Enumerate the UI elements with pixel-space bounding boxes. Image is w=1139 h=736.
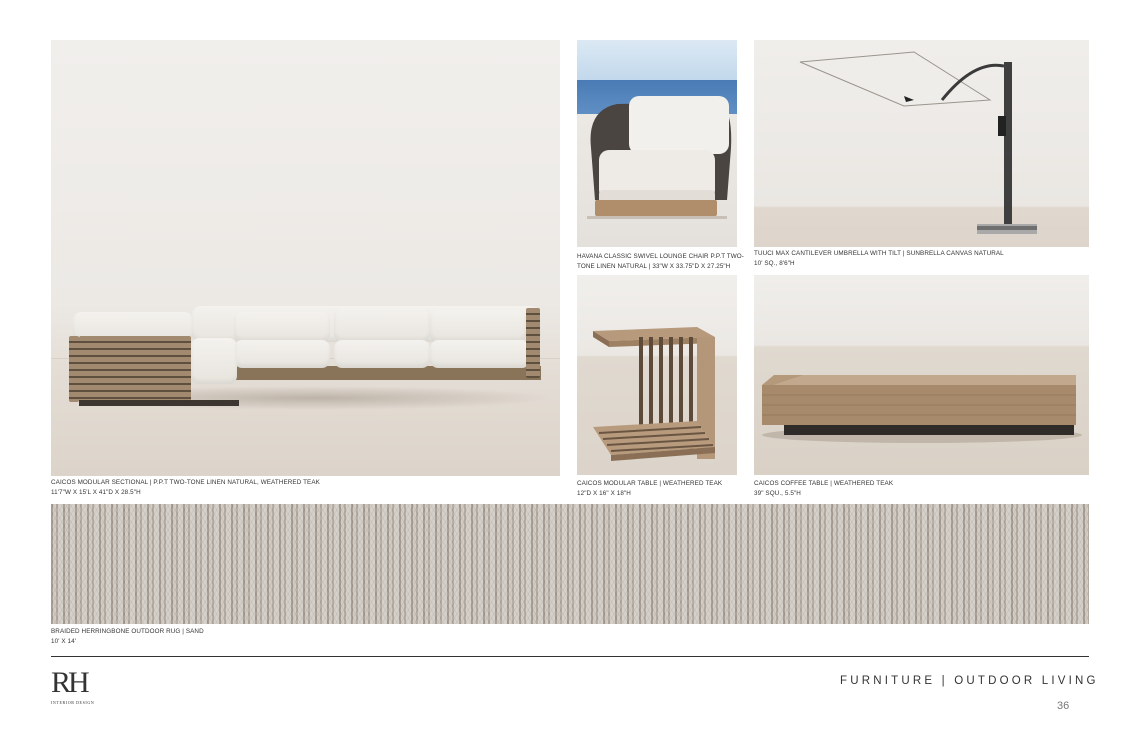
product-dimensions: 11'7"W X 15'L X 41"D X 28.5"H: [51, 488, 141, 496]
coffee-table-photo: [754, 275, 1089, 475]
product-dimensions: 39" SQU., 5.5"H: [754, 489, 801, 497]
rug-swatch-photo: [51, 504, 1089, 624]
product-title: BRAIDED HERRINGBONE OUTDOOR RUG | SAND: [51, 628, 204, 635]
product-dimensions: 12"D X 16" X 18"H: [577, 489, 631, 497]
product-title: HAVANA CLASSIC SWIVEL LOUNGE CHAIR P.P.T TWO-: [577, 253, 744, 260]
rug-caption: [51, 627, 204, 646]
product-dimensions: 10' SQ., 8'6"H: [754, 259, 795, 267]
sectional-photo: [51, 40, 560, 476]
section-title: FURNITURE | OUTDOOR LIVING: [840, 675, 1099, 687]
logo-mark: RH: [51, 666, 87, 699]
sectional-caption: [51, 478, 320, 497]
page-number: 36: [1057, 700, 1070, 712]
product-title: TUUCI MAX CANTILEVER UMBRELLA WITH TILT | SUNBRELLA CANVAS NATURAL: [754, 250, 1004, 257]
umbrella-photo: [754, 40, 1089, 247]
lounge-chair-caption: [577, 252, 744, 271]
product-title: CAICOS MODULAR TABLE | WEATHERED TEAK: [577, 480, 723, 487]
umbrella-caption: [754, 249, 1004, 268]
footer-divider: [51, 656, 1089, 657]
coffee-table-caption: [754, 479, 893, 498]
product-title: CAICOS MODULAR SECTIONAL | P.P.T TWO-TONE LINEN NATURAL, WEATHERED TEAK: [51, 479, 320, 486]
product-title-continued: TONE LINEN NATURAL | 33"W X 33.75"D X 27.25"H: [577, 262, 731, 270]
product-title: CAICOS COFFEE TABLE | WEATHERED TEAK: [754, 480, 894, 487]
side-table-photo: [577, 275, 737, 475]
side-table-caption: [577, 479, 722, 498]
lounge-chair-photo: [577, 40, 737, 247]
rh-logo: [51, 668, 94, 705]
product-dimensions: 10' X 14': [51, 637, 77, 645]
logo-subtitle: INTERIOR DESIGN: [51, 700, 95, 705]
